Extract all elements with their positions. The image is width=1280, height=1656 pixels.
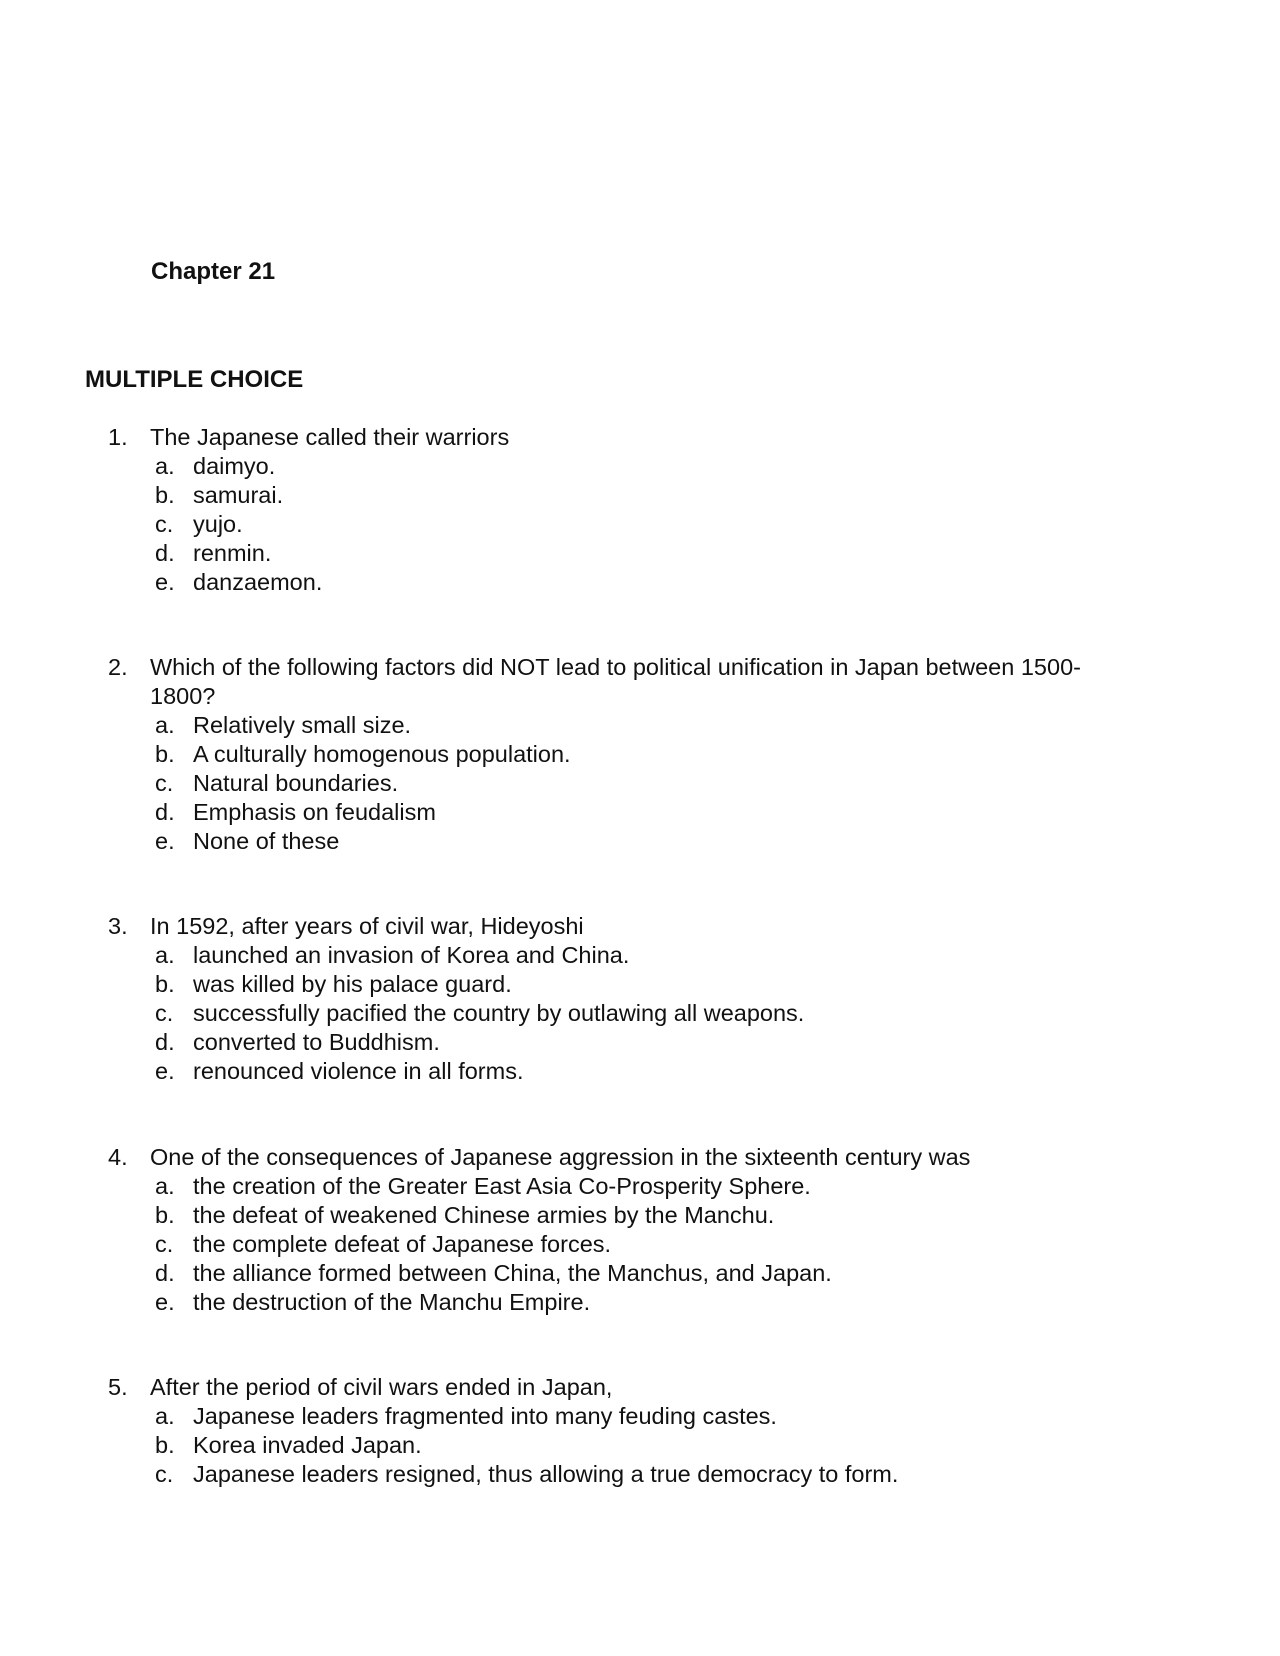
- option-b: [155, 970, 1108, 999]
- option-letter: b.: [155, 482, 175, 508]
- option-e: [155, 568, 1108, 597]
- question-5: [108, 1373, 1108, 1489]
- option-b: [155, 740, 1108, 769]
- option-text: the creation of the Greater East Asia Co-Prosperity Sphere.: [193, 1173, 811, 1199]
- question-2: [108, 653, 1108, 856]
- option-letter: b.: [155, 1432, 175, 1458]
- option-letter: c.: [155, 1231, 174, 1257]
- option-letter: e.: [155, 828, 175, 854]
- question-number: 2.: [108, 654, 128, 680]
- question-stem: [108, 423, 1108, 452]
- option-c: [155, 769, 1108, 798]
- option-letter: d.: [155, 799, 175, 825]
- question-number: 5.: [108, 1374, 128, 1400]
- option-text: successfully pacified the country by outlawing all weapons.: [193, 1000, 805, 1026]
- option-letter: e.: [155, 569, 175, 595]
- option-letter: a.: [155, 712, 175, 738]
- option-text: the complete defeat of Japanese forces.: [193, 1231, 612, 1257]
- option-a: [155, 452, 1108, 481]
- option-b: [155, 481, 1108, 510]
- option-e: [155, 827, 1108, 856]
- option-letter: a.: [155, 1173, 175, 1199]
- question-text: One of the consequences of Japanese aggression in the sixteenth century was: [150, 1144, 971, 1170]
- option-letter: c.: [155, 1461, 174, 1487]
- option-letter: e.: [155, 1289, 175, 1315]
- option-text: Relatively small size.: [193, 712, 412, 738]
- option-list: [155, 452, 1108, 597]
- question-text: Which of the following factors did NOT lead to political unification in Japan between 1500-1800?: [150, 654, 1081, 709]
- option-a: [155, 1172, 1108, 1201]
- question-stem: [108, 1143, 1108, 1172]
- option-text: Japanese leaders fragmented into many feuding castes.: [193, 1403, 777, 1429]
- question-1: [108, 423, 1108, 597]
- question-4: [108, 1143, 1108, 1317]
- option-letter: e.: [155, 1058, 175, 1084]
- option-letter: a.: [155, 942, 175, 968]
- option-letter: d.: [155, 540, 175, 566]
- option-d: [155, 1259, 1108, 1288]
- option-text: Korea invaded Japan.: [193, 1432, 422, 1458]
- question-number: 1.: [108, 424, 128, 450]
- option-text: yujo.: [193, 511, 243, 537]
- option-text: launched an invasion of Korea and China.: [193, 942, 630, 968]
- option-letter: a.: [155, 453, 175, 479]
- option-text: A culturally homogenous population.: [193, 741, 571, 767]
- option-letter: d.: [155, 1029, 175, 1055]
- question-number: 4.: [108, 1144, 128, 1170]
- option-text: Natural boundaries.: [193, 770, 399, 796]
- section-title: MULTIPLE CHOICE: [85, 366, 304, 393]
- option-text: renounced violence in all forms.: [193, 1058, 524, 1084]
- option-text: renmin.: [193, 540, 272, 566]
- option-text: the destruction of the Manchu Empire.: [193, 1289, 591, 1315]
- option-b: [155, 1431, 1108, 1460]
- option-letter: c.: [155, 511, 174, 537]
- option-a: [155, 711, 1108, 740]
- option-text: Emphasis on feudalism: [193, 799, 436, 825]
- option-a: [155, 1402, 1108, 1431]
- option-c: [155, 1230, 1108, 1259]
- option-letter: c.: [155, 1000, 174, 1026]
- option-letter: c.: [155, 770, 174, 796]
- question-number: 3.: [108, 913, 128, 939]
- question-stem: [108, 912, 1108, 941]
- option-b: [155, 1201, 1108, 1230]
- option-letter: b.: [155, 1202, 175, 1228]
- option-d: [155, 798, 1108, 827]
- option-e: [155, 1057, 1108, 1086]
- option-e: [155, 1288, 1108, 1317]
- option-text: None of these: [193, 828, 340, 854]
- option-text: daimyo.: [193, 453, 276, 479]
- chapter-title: Chapter 21: [151, 258, 276, 285]
- option-text: danzaemon.: [193, 569, 323, 595]
- option-list: [155, 1402, 1108, 1489]
- option-d: [155, 1028, 1108, 1057]
- question-stem: [108, 1373, 1108, 1402]
- option-text: the alliance formed between China, the Manchus, and Japan.: [193, 1260, 832, 1286]
- option-text: converted to Buddhism.: [193, 1029, 440, 1055]
- option-c: [155, 510, 1108, 539]
- option-c: [155, 999, 1108, 1028]
- option-list: [155, 941, 1108, 1086]
- question-text: In 1592, after years of civil war, Hideyoshi: [150, 913, 584, 939]
- question-text: After the period of civil wars ended in Japan,: [150, 1374, 613, 1400]
- option-letter: d.: [155, 1260, 175, 1286]
- option-letter: b.: [155, 971, 175, 997]
- option-text: was killed by his palace guard.: [193, 971, 512, 997]
- option-c: [155, 1460, 1108, 1489]
- option-text: Japanese leaders resigned, thus allowing a true democracy to form.: [193, 1461, 899, 1487]
- option-letter: a.: [155, 1403, 175, 1429]
- option-a: [155, 941, 1108, 970]
- question-stem: [108, 653, 1108, 711]
- option-list: [155, 1172, 1108, 1317]
- option-text: samurai.: [193, 482, 284, 508]
- question-text: The Japanese called their warriors: [150, 424, 510, 450]
- option-d: [155, 539, 1108, 568]
- question-3: [108, 912, 1108, 1086]
- option-text: the defeat of weakened Chinese armies by the Manchu.: [193, 1202, 775, 1228]
- option-list: [155, 711, 1108, 856]
- option-letter: b.: [155, 741, 175, 767]
